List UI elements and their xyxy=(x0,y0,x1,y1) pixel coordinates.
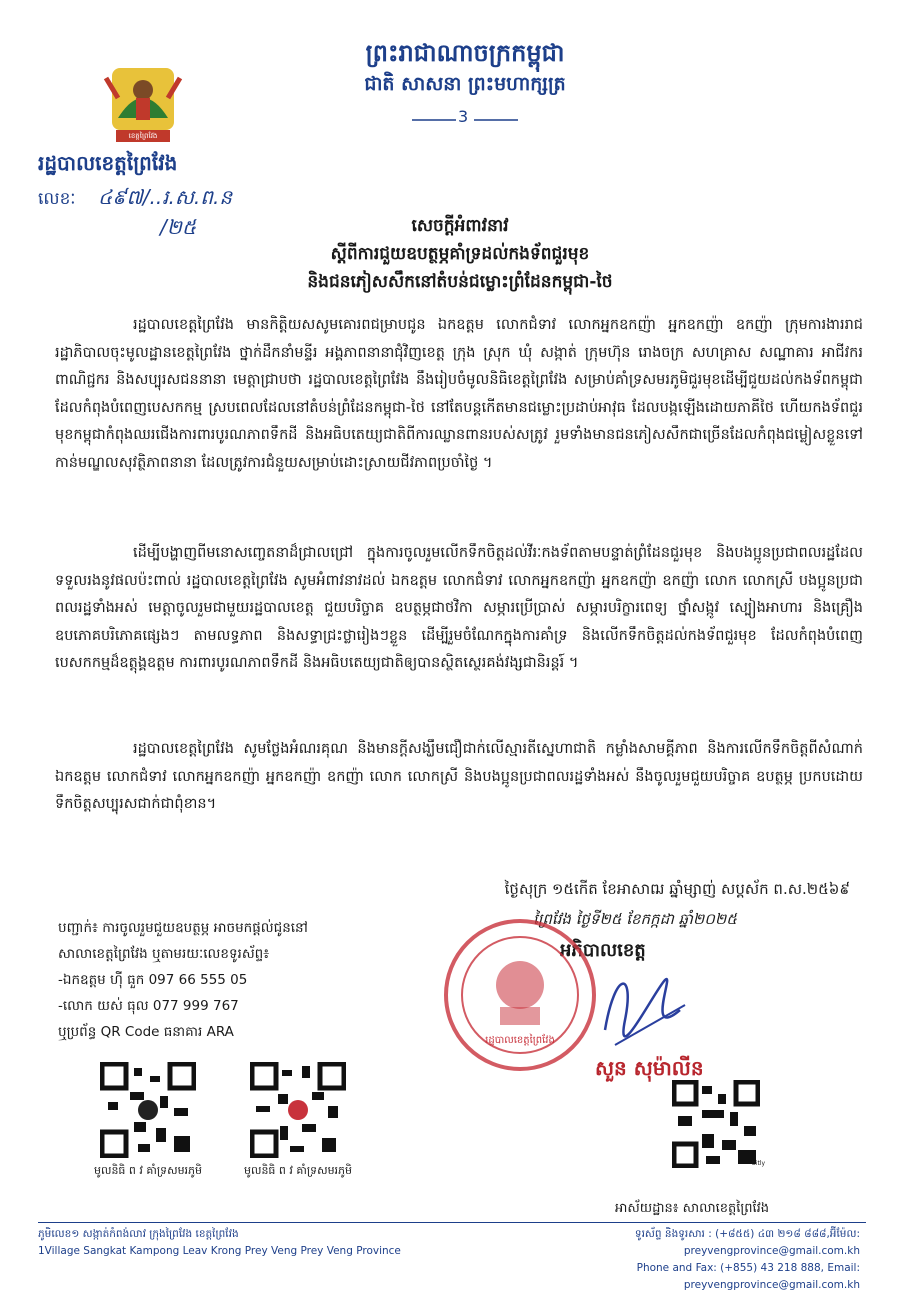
contact-phone-1: -ឯកឧត្តម ហ៊ី ធួក 097 66 555 05 xyxy=(58,972,248,988)
contact-note-2: សាលាខេត្តព្រៃវែង ឬតាមរយៈលេខទូរស័ព្ទ៖ xyxy=(58,946,270,962)
qr-caption-1: មូលនិធិ ព វ គាំទ្រសមរភូមិ xyxy=(93,1164,203,1177)
document-title xyxy=(190,212,730,296)
qr-code-3[interactable] xyxy=(672,1080,766,1168)
contact-phone-2: -លោក យស់ ធុល 077 999 767 xyxy=(58,998,239,1014)
kingdom-heading: ព្រះរាជាណាចក្រកម្ពុជា xyxy=(365,39,565,67)
ref-number: ៤៩៧/..រ.ស.ព.ន xyxy=(98,185,233,209)
footer-contact-km: ទូរស័ព្ទ និងទូរសារ : (+៨៥៥) ៤៣ ២១៨ ៨៨៨,អ៊ីម៉ែល: preyvengprovince@gmail.com.kh xyxy=(634,1228,860,1257)
address-label: អាស័យដ្ឋាន៖ សាលាខេត្តព្រៃវែង xyxy=(615,1201,770,1216)
logo-caption: ខេត្តព្រៃវែង xyxy=(128,132,158,140)
contact-qr-note: ឬប្រព័ន្ធ QR Code ធនាគារ ARA xyxy=(58,1024,234,1040)
title-line-3: និងជនភៀសសឹកនៅតំបន់ជម្លោះព្រំដែនកម្ពុជា-ថៃ xyxy=(307,272,613,292)
footer-address-en: 1Village Sangkat Kampong Leav Krong Prey Veng Prey Veng Province xyxy=(38,1245,401,1257)
governor-title: អភិបាលខេត្ត xyxy=(560,940,646,961)
footer-rule xyxy=(38,1222,866,1223)
province-logo xyxy=(98,58,188,150)
signer-name: សួន សុម៉ាលីន xyxy=(595,1056,704,1080)
footer-address-km: ភូមិលេខ១ សង្កាត់កំពង់លាវ ក្រុងព្រៃវែង ខេត្តព្រៃវែង xyxy=(38,1228,239,1240)
paragraph-2: ដើម្បីបង្ហាញពីមនោសញ្ចេតនាដ៏ជ្រាលជ្រៅ ក្នុងការចូលរួមលើកទឹកចិត្តដល់វីរៈកងទ័ពតាមបន្ទាត់ព្រំដែនជួរមុខ និងបងប្អូនប្រជាពលរដ្ឋដែលទទួលរងនូវផលប៉ះពាល់ រដ្ឋបាលខេត្តព្រៃវែង សូមអំពាវនាវដល់ ឯកឧត្តម លោកជំទាវ លោកអ្នកឧកញ៉ា អ្នកឧកញ៉ា ឧកញ៉ា លោក លោកស្រី បងប្អូនប្រជាពលរដ្ឋទាំងអស់ មេត្តាចូលរួមជាមួយរដ្ឋបាលខេត្ត ជួយបរិច្ចាគ ឧបត្ថម្ភជាថវិកា សម្ភារប្រើប្រាស់ សម្ភារបរិក្ខារពេទ្យ ថ្នាំសង្កូវ ស្បៀងអាហារ និងគ្រឿងឧបភោគបរិភោគផ្សេងៗ តាមលទ្ធភាព និងសទ្ធាជ្រះថ្លារៀងៗខ្លួន ដើម្បីរួមចំណែកក្នុងការគាំទ្រ និងលើកទឹកចិត្តដល់កងទ័ពជួរមុខ ដែលកំពុងបំពេញបេសកកម្មដ៏ឧត្តុង្គឧត្តម ការពារបូរណភាពទឹកដី និងអធិបតេយ្យជាតិឲ្យបានស្ថិតស្ថេរគង់វង្សជានិរន្តរ៍ ។ xyxy=(55,545,863,671)
tacteng-ornament xyxy=(410,107,520,131)
paragraph-1: រដ្ឋបាលខេត្តព្រៃវែង មានកិត្តិយសសូមគោរពជម្រាបជូន ឯកឧត្តម លោកជំទាវ លោកអ្នកឧកញ៉ា អ្នកឧកញ៉ា ឧកញ៉ា ក្រុមការងាររាជរដ្ឋាភិបាលចុះមូលដ្ឋានខេត្តព្រៃវែង ថ្នាក់ដឹកនាំមន្ទីរ អង្គភាពនានាជុំវិញខេត្ត ក្រុង ស្រុក ឃុំ សង្កាត់ ក្រុមហ៊ុន រោងចក្រ សហគ្រាស សណ្ឋាគារ អាជីវករ ពាណិជ្ជករ និងសប្បុរសជននានា មេត្តាជ្រាបថា រដ្ឋបាលខេត្តព្រៃវែង នឹងរៀបចំមូលនិធិខេត្តព្រៃវែង សម្រាប់គាំទ្រសមរភូមិជួរមុខដើម្បីជួយដល់កងទ័ពកម្ពុជាដែលកំពុងបំពេញបេសកកម្ម ស្របពេលដែលនៅតំបន់ព្រំដែនកម្ពុជា-ថៃ នៅតែបន្តកើតមានជម្លោះប្រដាប់អាវុធ ដែលបង្កឡើងដោយភាគីថៃ ហើយកងទ័ពជួរមុខកម្ពុជាកំពុងឈរជើងការពារបូរណភាពទឹកដី និងអធិបតេយ្យជាតិពីការឈ្លានពានរបស់សត្រូវ រួមទាំងមានជនភៀសសឹកជាច្រើនដែលកំពុងជម្លៀសខ្លួនទៅកាន់មណ្ឌលសុវត្ថិភាពនានា ដែលត្រូវការជំនួយសម្រាប់ដោះស្រាយជីវភាពប្រចាំថ្ងៃ ។ xyxy=(55,317,863,471)
contact-note-1: បញ្ជាក់៖ ការចូលរួមជួយឧបត្ថម្ភ អាចមកផ្តល់ជូននៅ xyxy=(58,920,308,936)
title-line-2: ស្តីពីការជួយឧបត្ថម្ភគាំទ្រដល់កងទ័ពជួរមុខ xyxy=(330,244,590,264)
ref-label: លេខៈ xyxy=(38,189,76,209)
title-line-1: សេចក្តីអំពាវនាវ xyxy=(411,216,509,236)
solar-date: ព្រៃវែង ថ្ងៃទី២៥ ខែកក្កដា ឆ្នាំ២០២៥ xyxy=(533,910,737,928)
qr-caption-2: មូលនិធិ ព វ គាំទ្រសមរភូមិ xyxy=(243,1164,353,1177)
official-seal xyxy=(440,915,600,1075)
seal-text: រដ្ឋបាលខេត្តព្រៃវែង xyxy=(485,1035,555,1046)
signature-mark xyxy=(595,950,695,1060)
footer-address xyxy=(38,1226,401,1260)
lunar-date: ថ្ងៃសុក្រ ១៥កើត ខែអាសាឍ ឆ្នាំម្សាញ់ សប្តស័ក ព.ស.២៥៦៩ xyxy=(504,880,850,898)
paragraph-3: រដ្ឋបាលខេត្តព្រៃវែង សូមថ្លែងអំណរគុណ និងមានក្តីសង្ឃឹមជឿជាក់លើស្មារតីស្នេហាជាតិ កម្លាំងសាមគ្គីភាព និងការលើកទឹកចិត្តពីសំណាក់ ឯកឧត្តម លោកជំទាវ លោកអ្នកឧកញ៉ា អ្នកឧកញ៉ា ឧកញ៉ា លោក លោកស្រី និងបងប្អូនប្រជាពលរដ្ឋទាំងអស់ នឹងចូលរួមជួយបរិច្ចាគ ឧបត្ថម្ភ ប្រកបដោយទឹកចិត្តសប្បុរសជាក់ជាពុំខាន។ xyxy=(55,741,863,812)
issuing-authority: រដ្ឋបាលខេត្តព្រៃវែង xyxy=(38,151,178,175)
ref-year: /២៥ xyxy=(160,215,197,239)
qr-code-1[interactable] xyxy=(100,1062,196,1158)
footer-contact xyxy=(470,1226,860,1294)
qr-code-2[interactable] xyxy=(250,1062,346,1158)
national-motto: ជាតិ សាសនា ព្រះមហាក្សត្រ xyxy=(364,73,566,95)
bitly-label: bitly xyxy=(752,1160,766,1167)
tacteng-center: 3 xyxy=(458,107,471,126)
footer-contact-en: Phone and Fax: (+855) 43 218 888, Email: preyvengprovince@gmail.com.kh xyxy=(636,1262,860,1291)
